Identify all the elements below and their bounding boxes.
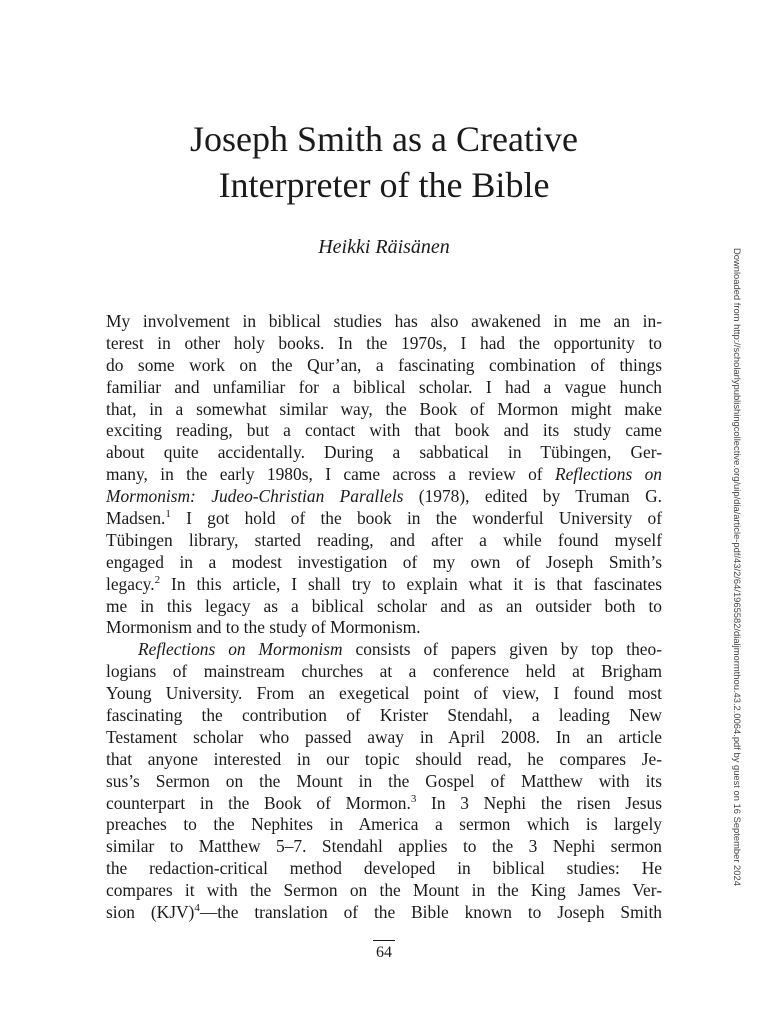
body-line: [106, 902, 662, 924]
footnote-marker: 2: [154, 573, 161, 586]
download-watermark: [730, 248, 744, 898]
body-text-run: consists of papers given by top theo-: [342, 639, 662, 660]
body-text-run: I got hold of the book in the wonderful University of: [170, 508, 662, 529]
footnote-marker: 1: [165, 508, 171, 521]
body-line: terest in other holy books. In the 1970s, I had the opportunity to: [106, 332, 662, 353]
body-line: similar to Matthew 5–7. Stendahl applies to the 3 Nephi sermon: [106, 836, 662, 857]
body-line: about quite accidentally. During a sabbatical in Tübingen, Ger-: [106, 442, 662, 463]
body-line: the redaction-critical method developed in biblical studies: He: [106, 858, 662, 879]
italic-book-title: Reflections on: [554, 464, 662, 485]
body-line: engaged in a modest investigation of my own of Joseph Smith’s: [106, 551, 662, 572]
body-line: me in this legacy as a biblical scholar and as an outsider both to: [106, 595, 662, 616]
author-name: Heikki Räisänen: [318, 236, 450, 258]
body-line: Tübingen library, started reading, and after a while found myself: [106, 529, 662, 550]
body-line: [106, 574, 662, 596]
body-line: sus’s Sermon on the Mount in the Gospel of Matthew with its: [106, 770, 662, 791]
body-text-run: Madsen.: [106, 508, 166, 529]
italic-book-title: Mormonism: Judeo-Christian Parallels: [106, 486, 404, 507]
page-number: 64: [376, 944, 392, 961]
body-line: fascinating the contribution of Krister Stendahl, a leading New: [106, 705, 662, 726]
body-text-run: In 3 Nephi the risen Jesus: [416, 792, 662, 813]
body-line: that, in a somewhat similar way, the Book of Mormon might make: [106, 398, 662, 419]
body-line: Young University. From an exegetical point of view, I found most: [106, 683, 662, 704]
footnote-marker: 4: [194, 902, 200, 915]
body-line: logians of mainstream churches at a conference held at Brigham: [106, 661, 662, 682]
body-line: Testament scholar who passed away in April 2008. In an article: [106, 726, 662, 747]
body-line: Mormonism and to the study of Mormonism.: [106, 617, 421, 638]
article-title-line-1: Joseph Smith as a Creative: [190, 119, 578, 159]
body-line: preaches to the Nephites in America a sermon which is largely: [106, 814, 662, 835]
page-number-rule: [373, 940, 395, 941]
page-footer: [0, 940, 768, 963]
body-line: [106, 486, 662, 508]
body-line: [106, 508, 662, 530]
body-line: compares it with the Sermon on the Mount in the King James Ver-: [106, 880, 662, 901]
article-body: [106, 311, 662, 924]
body-text-run: many, in the early 1980s, I came across a review of: [106, 464, 555, 485]
body-text-run: (1978), edited by Truman G.: [403, 486, 662, 507]
body-text-run: legacy.: [106, 573, 155, 594]
body-line: exciting reading, but a contact with that book and its study came: [106, 420, 662, 441]
body-line: My involvement in biblical studies has also awakened in me an in-: [106, 311, 662, 331]
body-line: familiar and unfamiliar for a biblical scholar. I had a vague hunch: [106, 376, 662, 397]
article-title: [0, 116, 768, 208]
body-line: [106, 639, 662, 661]
body-text-run: —the translation of the Bible known to Joseph Smith: [199, 902, 662, 923]
download-watermark-text: Downloaded from http://scholarlypublishingcollective.org/uip/dia/article-pdf/43/2/64/1965582/dialjmormthou.43.2.0064.pdf by guest on 16 September 2024: [732, 248, 743, 886]
footnote-marker: 3: [410, 792, 417, 805]
body-text-run: In this article, I shall try to explain what it is that fascinates: [160, 573, 662, 594]
body-text-run: sion (KJV): [106, 902, 195, 923]
body-line: [106, 464, 662, 486]
body-line: [106, 793, 662, 815]
body-line: do some work on the Qur’an, a fascinating combination of things: [106, 354, 662, 375]
italic-book-title: Reflections on Mormonism: [138, 639, 343, 660]
article-title-line-2: Interpreter of the Bible: [218, 165, 550, 205]
body-text-run: counterpart in the Book of Mormon.: [106, 792, 411, 813]
body-line: that anyone interested in our topic should read, he compares Je-: [106, 748, 662, 769]
